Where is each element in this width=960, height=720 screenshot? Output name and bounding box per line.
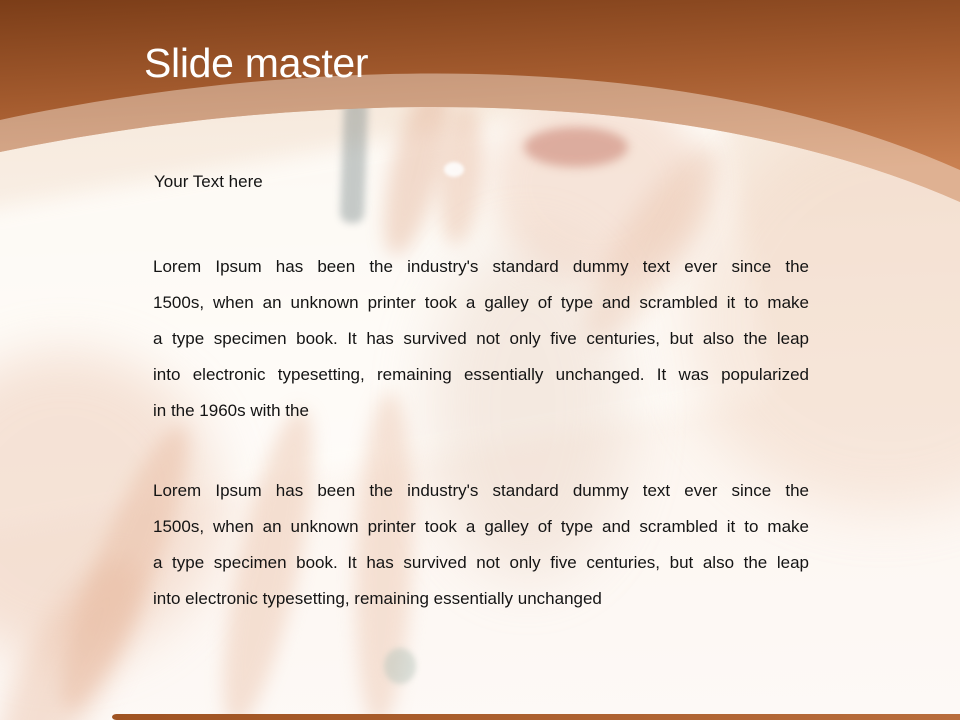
paragraph-line: into electronic typesetting, remaining essentially unchanged — [153, 589, 602, 608]
paragraph-line: Lorem Ipsum has been the industry's standard dummy text ever since the — [153, 481, 809, 500]
paragraph-1 — [153, 249, 809, 429]
text-placeholder: Your Text here — [154, 172, 263, 191]
paragraph-line: 1500s, when an unknown printer took a galley of type and scrambled it to make — [153, 517, 809, 536]
paragraph-line: into electronic typesetting, remaining essentially unchanged. It was popularized — [153, 365, 809, 384]
paragraph-line: 1500s, when an unknown printer took a galley of type and scrambled it to make — [153, 293, 809, 312]
paragraph-line: Lorem Ipsum has been the industry's standard dummy text ever since the — [153, 257, 809, 276]
paragraph-line: in the 1960s with the — [153, 401, 309, 420]
bottom-accent-bar — [112, 714, 960, 720]
paragraph-line: a type specimen book. It has survived not only five centuries, but also the leap — [153, 329, 809, 348]
header-curve-banner — [0, 0, 960, 230]
slide-title: Slide master — [144, 40, 369, 86]
paragraph-2 — [153, 473, 809, 617]
paragraph-line: a type specimen book. It has survived not only five centuries, but also the leap — [153, 553, 809, 572]
photo-nail-tip — [384, 648, 416, 684]
